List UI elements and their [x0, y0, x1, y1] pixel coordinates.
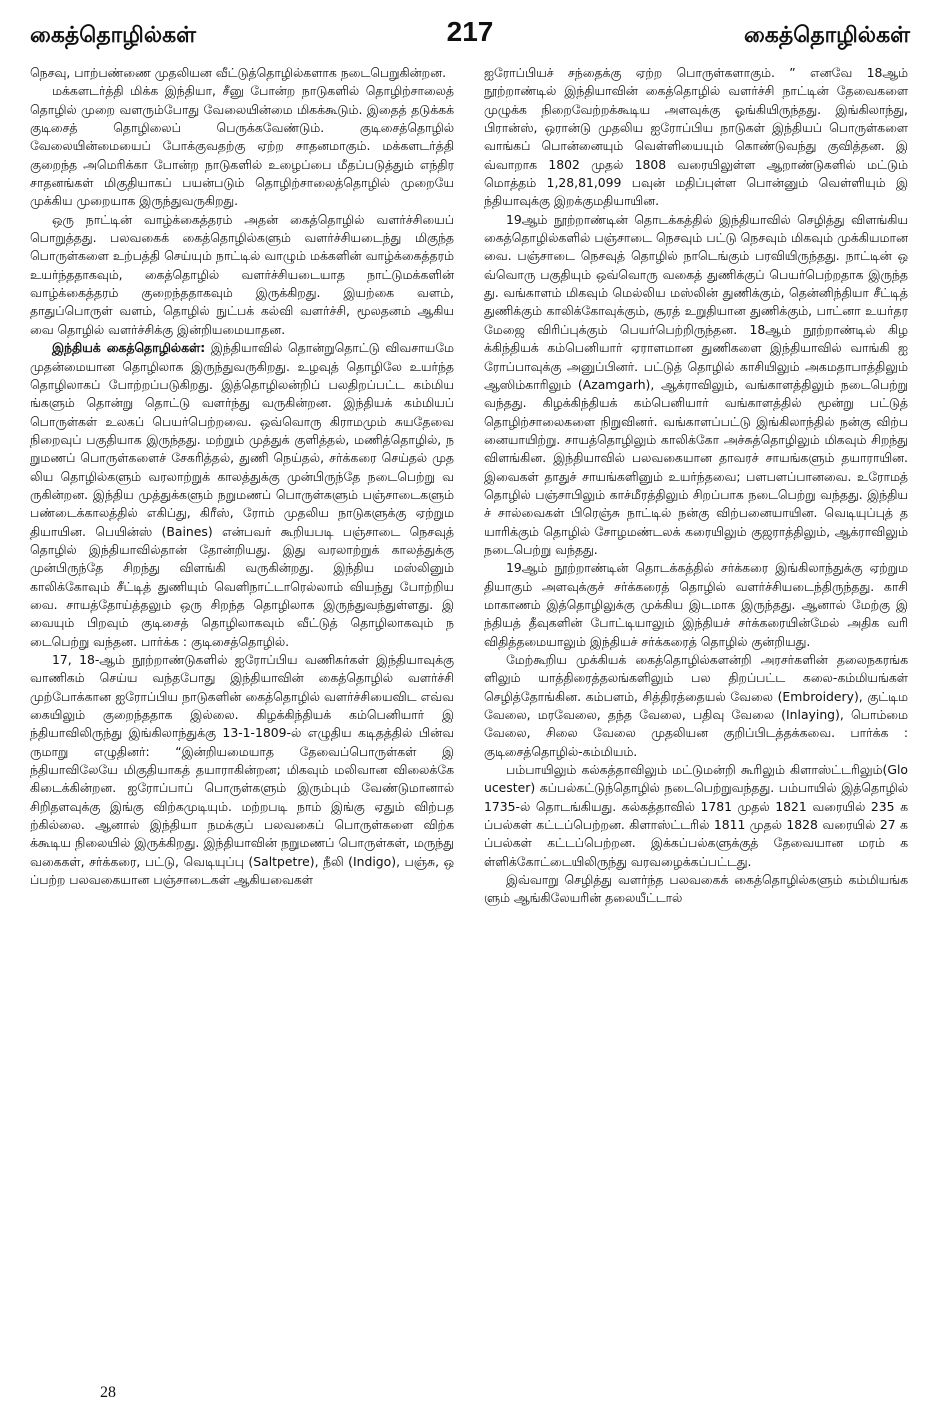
paragraph: மக்களடர்த்தி மிக்க இந்தியா, சீனு போன்ற நாடுகளில் தொழிற்சாலைத் தொழில் முறை வளரும்போது வேலையின்மை மிகக்கூடும். இதைத் தடுக்கக் குடிசைத் தொழிலைப் பெருக்கவேண்டும். குடிசைத்தொழில் வேலையின்மையைப் போக்குவதற்கு ஏற்ற சாதனமாகும். மக்களடர்த்தி குறைந்த அமெரிக்கா போன்ற நாடுகளில் உழைப்பை மீதப்படுத்தும் எந்திர சாதனங்கள் மிகுதியாகப் பயன்படும் தொழிற்சாலைத்தொழில் முறையே முக்கிய முறையாக இருந்துவருகிறது. — [30, 83, 454, 209]
page-number: 217 — [446, 16, 494, 47]
paragraph: பம்பாயிலும் கல்கத்தாவிலும் மட்டுமன்றி கூரிலும் கிளாஸ்ட்டரிலும்(Gloucester) கப்பல்கட்டுந்தொழில் நடைபெற்றுவந்தது. பம்பாயில் இத்தொழில் 1735-ல் தொடங்கியது. கல்கத்தாவில் 1781 முதல் 1821 வரையில் 235 கப்பல்கள் கட்டப்பெற்றன. கிளாஸ்ட்டரில் 1811 முதல் 1828 வரையில் 27 கப்பல்கள் கட்டப்பெற்றன. இக்கப்பல்களுக்குத் தேவையான மரம் கள்ளிக்கோட்டையிலிருந்து வரவழைக்கப்பட்டது. — [484, 762, 908, 869]
paragraph: நெசவு, பாற்பண்ணை முதலியன வீட்டுத்தொழில்களாக நடைபெறுகின்றன. — [30, 65, 447, 80]
paragraph: மேற்கூறிய முக்கியக் கைத்தொழில்களன்றி அரசர்களின் தலைநகரங்களிலும் யாத்திரைத்தலங்களிலும் பல திறப்பட்ட கலை-கம்மியங்கள் செழித்தோங்கின. கம்பளம், சித்திரத்தையல் வேலை (Embroidery), குட்டிம வேலை, மரவேலை, தந்த வேலை, பதிவு வேலை (Inlaying), பொம்மை வேலை, சிலை வேலை முதலியன குறிப்பிடத்தக்கவை. பார்க்க : குடிசைத்தொழில்-கம்மியம். — [484, 652, 908, 759]
running-title-right: கைத்தொழில்கள் — [743, 23, 910, 48]
page-header — [0, 0, 940, 62]
paragraph: ஒரு நாட்டின் வாழ்க்கைத்தரம் அதன் கைத்தொழில் வளர்ச்சியைப் பொறுத்தது. பலவகைக் கைத்தொழில்களும் வளர்ச்சியடைந்து மிகுந்த பொருள்களை உற்பத்தி செய்யும் நாட்டில் வாழும் மக்களின் வாழ்க்கைத்தரம் உயர்ந்ததாகவும், கைத்தொழில் வளர்ச்சியடையாத நாட்டுமக்களின் வாழ்க்கைத்தரம் குறைந்ததாகவும் இருக்கிறது. இயற்கை வளம், தாதுப்பொருள் வளம், தொழில் நுட்பக் கல்வி வளர்ச்சி, மூலதனம் ஆகியவை தொழில் வளர்ச்சிக்கு இன்றியமையாதன. — [30, 211, 454, 337]
paragraph: 19ஆம் நூற்றாண்டின் தொடக்கத்தில் சர்க்கரை இங்கிலாந்துக்கு ஏற்றுமதியாகும் அளவுக்குச் சர்க்கரைத் தொழில் வளர்ச்சியடைந்திருந்தது. காசி மாகாணம் இத்தொழிலுக்கு முக்கிய இடமாக இருந்தது. ஆனால் மேற்கு இந்தியத் தீவுகளின் போட்டியாலும் இந்தியச் சர்க்கரையின்மேல் அதிக வரி விதித்தமையாலும் இந்தியச் சர்க்கரைத் தொழில் குன்றியது. — [484, 560, 908, 649]
left-column — [30, 64, 454, 889]
section-heading: இந்தியக் கைத்தொழில்கள்: — [52, 340, 206, 356]
paragraph-text: இந்தியாவில் தொன்றுதொட்டு விவசாயமே முதன்மையான தொழிலாக இருந்துவருகிறது. உழவுத் தொழிலே உயர்ந்த தொழிலாகப் போற்றப்படுகிறது. இத்தொழிலன்றிப் பலதிறப்பட்ட கம்மியங்களும் தொன்று தொட்டு வளர்ந்து வருகின்றன. இந்தியக் கம்மியப் பொருள்கள் உலகப் பெயர்பெற்றவை. ஒவ்வொரு கிராமமும் சுயதேவை நிறைவுப் பகுதியாக இருந்தது. மற்றும் முத்துக் குளித்தல், மணித்தொழில், நறுமணப் பொருள்களைச் சேகரித்தல், துணி நெய்தல், சர்க்கரை செய்தல் முதலிய தொழில்களும் வரலாற்றுக் காலத்துக்கு முன்பிருந்தே நடைபெற்று வருகின்றன. இந்திய முத்துக்களும் நறுமணப் பொருள்களும் பஞ்சாடைகளும் பண்டைக்காலத்தில் எகிப்து, கிரீஸ், ரோம் முதலிய நாடுகளுக்கு ஏற்றுமதியாயின. பெயின்ஸ் (Baines) என்பவர் கூறியபடி பஞ்சாடை நெசவுத் தொழில் இந்தியாவில்தான் தோன்றியது. இது வரலாற்றுக் காலத்துக்கு முன்பிருந்தே சிறந்து விளங்கி வருகின்றது. இந்திய மஸ்லினும் காலிக்கோவும் சீட்டித் துணியும் வெளிநாட்டாரெல்லாம் வியந்து போற்றியவை. சாயத்தோய்த்தலும் ஒரு சிறந்த தொழிலாக இருந்துவந்துள்ளது. இவையும் பிறவும் குடிசைத் தொழிலாகவும் வீட்டுத் தொழிலாகவும் நடைபெற்று வந்தன. பார்க்க : குடிசைத்தொழில். — [30, 340, 454, 649]
section-paragraph — [30, 339, 454, 651]
paragraph: ஐரோப்பியச் சந்தைக்கு ஏற்ற பொருள்களாகும். ” எனவே 18ஆம் நூற்றாண்டில் இந்தியாவின் கைத்தொழில் வளர்ச்சி நாட்டின் தேவைகளை முழுக்க நிறைவேற்றக்கூடிய அளவுக்கு ஓங்கியிருந்தது. இங்கிலாந்து, பிரான்ஸ், ஒரான்டு முதலிய ஐரோப்பிய நாடுகள் இந்தியப் பொருள்களை வாங்கப் பொன்னையும் வெள்ளியையும் கொண்டுவந்து குவித்தன. இவ்வாறாக 1802 முதல் 1808 வரையிலுள்ள ஆறாண்டுகளில் மட்டும் மொத்தம் 1,28,81,099 பவுன் மதிப்புள்ள பொன்னும் வெள்ளியும் இந்தியாவுக்கு இறக்குமதியாயின. — [484, 65, 908, 209]
signature-mark: 28 — [100, 1384, 116, 1401]
running-title-left: கைத்தொழில்கள் — [30, 23, 197, 48]
paragraph: 19ஆம் நூற்றாண்டின் தொடக்கத்தில் இந்தியாவில் செழித்து விளங்கிய கைத்தொழில்களில் பஞ்சாடை நெசவும் பட்டு நெசவும் மிகவும் முக்கியமானவை. பஞ்சாடை நெசவுத் தொழில் நாடெங்கும் பரவியிருந்தது. நாட்டின் ஒவ்வொரு பகுதியும் ஒவ்வொரு வகைத் துணிக்குப் பெயர்பெற்றதாக இருந்தது. வங்காளம் மிகவும் மெல்லிய மஸ்லின் துணிக்கும், தென்னிந்தியா சீட்டித் துணிக்கும் காலிக்கோவுக்கும், சூரத் உறுதியான துணிக்கும், பாட்னா உயர்தர மேஜை விரிப்புக்கும் பெயர்பெற்றிருந்தன. 18ஆம் நூற்றாண்டில் கிழக்கிந்தியக் கம்பெனியார் ஏராளமான துணிகளை இந்தியாவில் வாங்கி ஐரோப்பாவுக்கு அனுப்பினர். பட்டுத் தொழில் காசியிலும் அகமதாபாத்திலும் ஆஸிம்காரிலும் (Azamgarh), ஆக்ராவிலும், வங்காளத்திலும் நடைபெற்று வந்தது. கிழக்கிந்தியக் கம்பெனியார் வங்காளத்தில் மூன்று பட்டுத் தொழிற்சாலைகளை நிறுவினர். வங்காளப்பட்டு இங்கிலாந்தில் நன்கு விற்பனையாயிற்று. சாயத்தொழிலும் காலிக்கோ அச்சுத்தொழிலும் மிகவும் சிறந்து விளங்கின. இந்தியாவில் பலவகையான தாவரச் சாயங்களும் தயாராயின. இவைகள் தாதுச் சாயங்களினும் உயர்ந்தவை; பளபளப்பானவை. உரோமத் தொழில் பஞ்சாபிலும் காச்மீரத்திலும் சிறப்பாக நடைபெற்று வந்தது. இந்தியச் சால்வைகள் பிரெஞ்சு நாட்டில் நன்கு விற்பனையாயின. வெடியுப்புத் தயாரிக்கும் தொழில் சோழமண்டலக் கரையிலும் குஜராத்திலும், ஆக்ராவிலும் நடைபெற்று வந்தது. — [484, 211, 908, 557]
right-column — [484, 64, 908, 908]
paragraph: 17, 18-ஆம் நூற்றாண்டுகளில் ஐரோப்பிய வணிகர்கள் இந்தியாவுக்கு வாணிகம் செய்ய வந்தபோது இந்தியாவின் கைத்தொழில் வளர்ச்சி முற்போக்கான ஐரோப்பிய நாடுகளின் கைத்தொழில் வளர்ச்சியைவிட எவ்வகையிலும் குறைந்ததாக இல்லை. கிழக்கிந்தியக் கம்பெனியார் இந்தியாவிலிருந்து இங்கிலாந்துக்கு 13-1-1809-ல் எழுதிய கடிதத்தில் பின்வருமாறு எழுதினர்: “இன்றியமையாத தேவைப்பொருள்கள் இந்தியாவிலேயே மிகுதியாகத் தயாராகின்றன; மிகவும் மலிவான விலைக்கே கிடைக்கின்றன. ஐரோப்பாப் பொருள்களும் இரும்பும் வேண்டுமானால் சிறிதளவுக்கு இங்கு விற்கமுடியும். மற்றபடி நாம் இங்கு ஏதும் விற்பதற்கில்லை. ஆனால் இந்தியா நமக்குப் பலவகைப் பொருள்களை விற்கக்கூடிய நிலையில் இருக்கிறது. இந்தியாவின் நறுமணப் பொருள்கள், மருந்து வகைகள், சர்க்கரை, பட்டு, வெடியுப்பு (Saltpetre), நீலி (Indigo), பஞ்சு, ஒப்பற்ற பலவகையான பஞ்சாடைகள் ஆகியவைகள் — [30, 652, 454, 888]
paragraph: இவ்வாறு செழித்து வளர்ந்த பலவகைக் கைத்தொழில்களும் கம்மியங்களும் ஆங்கிலேயரின் தலையீட்டால் — [484, 872, 908, 906]
